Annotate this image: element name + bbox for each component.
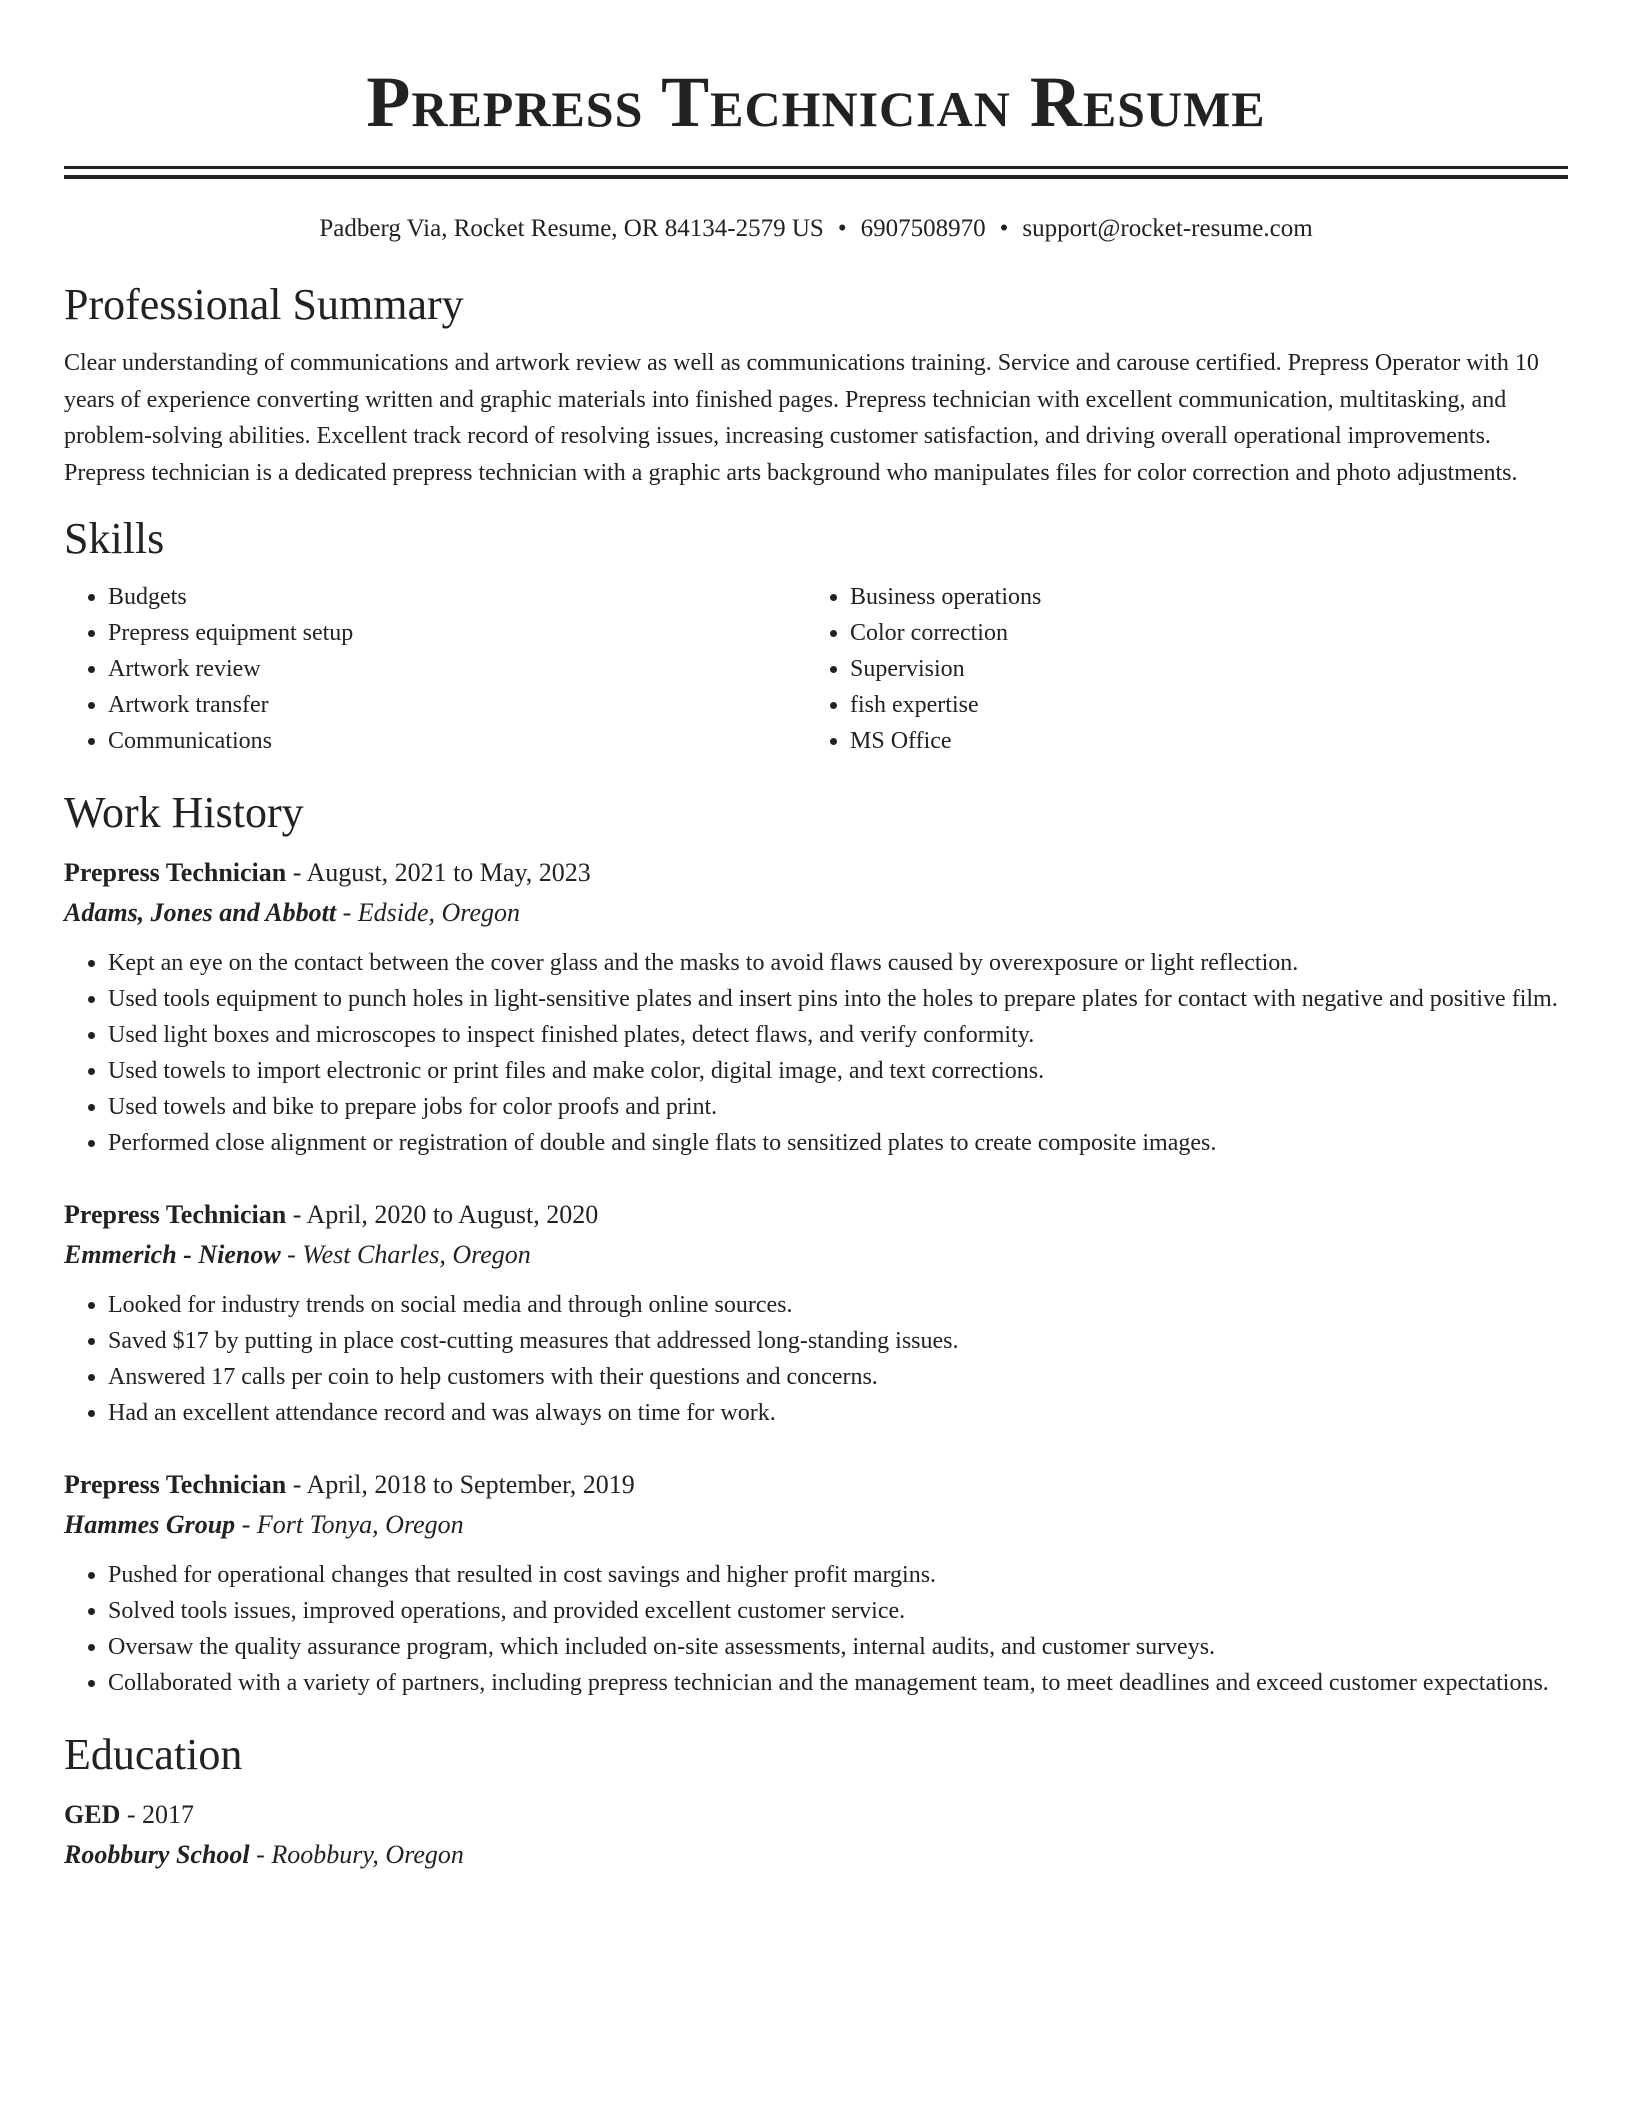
job-duty: • Oversaw the quality assurance program, which included on-site assessments, internal audits, and customer surveys. bbox=[108, 1629, 1568, 1665]
job-company: Emmerich - Nienow bbox=[64, 1240, 281, 1269]
skill-item: • Prepress equipment setup bbox=[108, 615, 806, 651]
job-company: Adams, Jones and Abbott bbox=[64, 898, 337, 927]
job-duties bbox=[64, 1557, 1568, 1701]
skills-heading: Skills bbox=[64, 514, 165, 563]
job-duty: • Pushed for operational changes that resulted in cost savings and higher profit margins. bbox=[108, 1557, 1568, 1593]
skills-list-left bbox=[64, 579, 806, 759]
education-location: - Roobbury, Oregon bbox=[249, 1840, 464, 1869]
job-header bbox=[64, 853, 1568, 893]
job-duty: • Used light boxes and microscopes to inspect finished plates, detect flaws, and verify conformity. bbox=[108, 1017, 1568, 1053]
job-duty: • Kept an eye on the contact between the cover glass and the masks to avoid flaws caused by overexposure or light reflection. bbox=[108, 945, 1568, 981]
education-heading: Education bbox=[64, 1730, 243, 1779]
summary-section bbox=[64, 277, 1568, 491]
job-duties bbox=[64, 945, 1568, 1161]
job-company: Hammes Group bbox=[64, 1510, 236, 1539]
job-entry bbox=[64, 1465, 1568, 1701]
job-duty: • Solved tools issues, improved operations, and provided excellent customer service. bbox=[108, 1593, 1568, 1629]
skill-item: • MS Office bbox=[850, 723, 1548, 759]
skill-item: • Color correction bbox=[850, 615, 1548, 651]
skill-item: • Artwork review bbox=[108, 651, 806, 687]
education-entry bbox=[64, 1795, 1568, 1875]
skill-item: • Business operations bbox=[850, 579, 1548, 615]
job-duty: • Used towels and bike to prepare jobs for color proofs and print. bbox=[108, 1089, 1568, 1125]
job-duty: • Answered 17 calls per coin to help customers with their questions and concerns. bbox=[108, 1359, 1568, 1395]
job-employer bbox=[64, 893, 1568, 933]
job-duty: • Had an excellent attendance record and was always on time for work. bbox=[108, 1395, 1568, 1431]
job-dates: - April, 2018 to September, 2019 bbox=[286, 1470, 635, 1499]
skill-item: • Supervision bbox=[850, 651, 1548, 687]
skill-item: • Budgets bbox=[108, 579, 806, 615]
job-header bbox=[64, 1465, 1568, 1505]
job-dates: - April, 2020 to August, 2020 bbox=[286, 1200, 599, 1229]
skills-columns bbox=[64, 579, 1568, 759]
job-header bbox=[64, 1195, 1568, 1235]
contact-address: Padberg Via, Rocket Resume, OR 84134-2579 US bbox=[319, 215, 824, 242]
education-institution bbox=[64, 1835, 1568, 1875]
contact-separator: • bbox=[999, 215, 1009, 242]
job-location: - West Charles, Oregon bbox=[280, 1240, 531, 1269]
job-title: Prepress Technician bbox=[64, 1200, 287, 1229]
job-duties bbox=[64, 1287, 1568, 1431]
job-duty: • Looked for industry trends on social media and through online sources. bbox=[108, 1287, 1568, 1323]
skill-item: • fish expertise bbox=[850, 687, 1548, 723]
job-entry bbox=[64, 1195, 1568, 1431]
job-duty: • Collaborated with a variety of partners, including prepress technician and the management team, to meet deadlines and exceed customer expectations. bbox=[108, 1665, 1568, 1701]
education-year: - 2017 bbox=[120, 1800, 195, 1829]
job-dates: - August, 2021 to May, 2023 bbox=[286, 858, 591, 887]
job-employer bbox=[64, 1505, 1568, 1545]
job-duty: • Used tools equipment to punch holes in light-sensitive plates and insert pins into the holes to prepare plates for contact with negative and positive film. bbox=[108, 981, 1568, 1017]
title-divider-top bbox=[64, 166, 1568, 169]
contact-separator: • bbox=[837, 215, 847, 242]
education-school: Roobbury School bbox=[64, 1840, 250, 1869]
work-history-heading: Work History bbox=[64, 788, 304, 837]
education-section bbox=[64, 1727, 1568, 1875]
skills-section bbox=[64, 511, 1568, 759]
summary-text: Clear understanding of communications and artwork review as well as communications training. Service and carouse certified. Prepress Operator with 10 years of experience converting written and graphic materials into finished pages. Prepress technician with excellent communication, multitasking, and problem-solving abilities. Excellent track record of resolving issues, increasing customer satisfaction, and driving overall operational improvements. Prepress technician is a dedicated prepress technician with a graphic arts background who manipulates files for color correction and photo adjustments. bbox=[64, 350, 1539, 486]
skill-item: • Artwork transfer bbox=[108, 687, 806, 723]
job-duty: • Saved $17 by putting in place cost-cutting measures that addressed long-standing issues. bbox=[108, 1323, 1568, 1359]
job-duty: • Used towels to import electronic or print files and make color, digital image, and text corrections. bbox=[108, 1053, 1568, 1089]
job-employer bbox=[64, 1235, 1568, 1275]
page-title: Prepress Technician Resume bbox=[366, 62, 1266, 142]
contact-phone: 6907508970 bbox=[860, 215, 986, 242]
contact-line bbox=[64, 211, 1568, 247]
job-duty: • Performed close alignment or registration of double and single flats to sensitized plates to create composite images. bbox=[108, 1125, 1568, 1161]
job-location: - Fort Tonya, Oregon bbox=[235, 1510, 464, 1539]
skill-item: • Communications bbox=[108, 723, 806, 759]
job-entry bbox=[64, 853, 1568, 1161]
skills-list-right bbox=[806, 579, 1548, 759]
job-location: - Edside, Oregon bbox=[336, 898, 520, 927]
title-divider-bottom bbox=[64, 175, 1568, 179]
job-title: Prepress Technician bbox=[64, 858, 287, 887]
job-title: Prepress Technician bbox=[64, 1470, 287, 1499]
education-header bbox=[64, 1795, 1568, 1835]
education-degree: GED bbox=[64, 1800, 121, 1829]
summary-heading: Professional Summary bbox=[64, 280, 464, 329]
contact-email: support@rocket-resume.com bbox=[1022, 215, 1313, 242]
work-history-section bbox=[64, 785, 1568, 1701]
